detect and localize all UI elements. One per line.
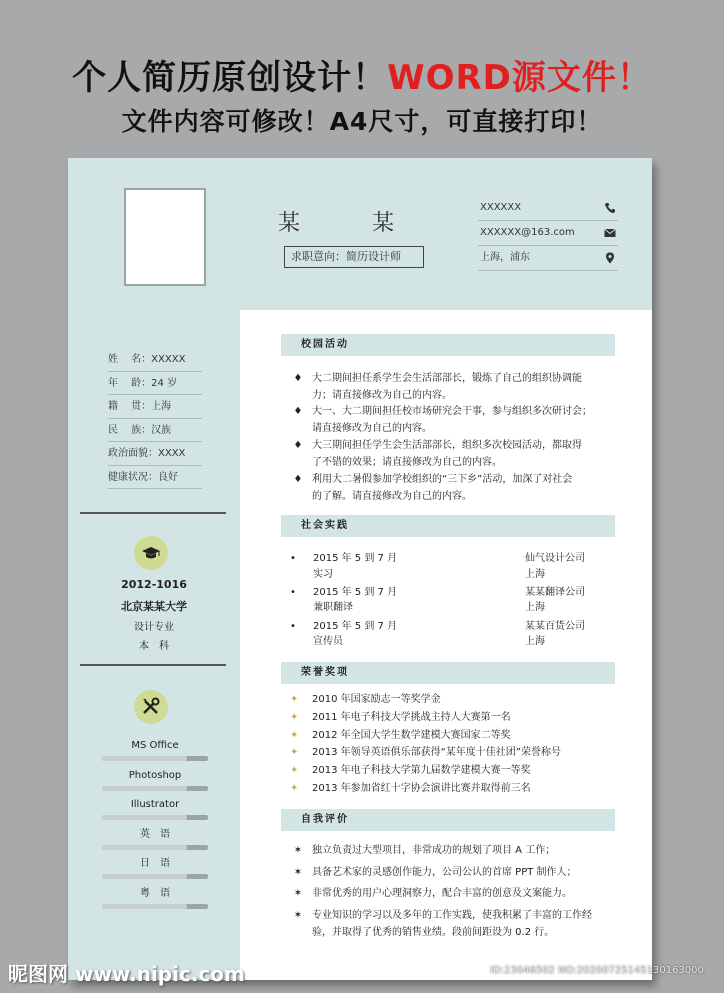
- exp-date: 2015 年 5 到 7 月: [313, 553, 398, 564]
- info-ethnicity: 民 族：汉族: [108, 419, 202, 443]
- skill-bar: [102, 815, 208, 820]
- edu-period: 2012-1016: [121, 578, 187, 591]
- item-line: 具备艺术家的灵感创作能力，公司公认的首席 PPT 制作人；: [312, 867, 577, 878]
- skill-label: 英 语: [140, 828, 170, 840]
- skill-fill: [102, 756, 187, 761]
- item-line: 大三期间担任学生会生活部部长，组织多次校园活动，都取得: [312, 440, 582, 451]
- item-line: 利用大二暑假参加学校组织的“三下乡”活动，加深了对社会: [312, 474, 573, 485]
- skill-bar: [102, 756, 208, 761]
- skill-fill: [102, 904, 187, 909]
- item-line: 大二期间担任系学生会生活部部长，锻炼了自己的组织协调能: [312, 373, 582, 384]
- honor-item: [290, 780, 610, 798]
- phone-icon: [604, 202, 616, 214]
- section-title-campus: 校园活动: [281, 334, 615, 356]
- person-name: [278, 206, 406, 237]
- item-line: 大一、大二期间担任校市场研究会干事，参与组织多次研讨会；: [312, 406, 592, 417]
- photo-placeholder: [124, 188, 206, 286]
- drop-bullet-icon: ♦: [293, 373, 303, 384]
- drop-bullet-icon: ♦: [293, 406, 303, 417]
- edu-degree: 本 科: [139, 641, 169, 652]
- exp-company: 某某翻译公司: [525, 587, 585, 598]
- email-text: XXXXXX@163.com: [480, 227, 575, 238]
- skill-item: [102, 886, 208, 916]
- headline-red: WORD源文件！: [387, 58, 652, 98]
- bullet: •: [290, 621, 296, 632]
- item-line: 独立负责过大型项目，非常成功的规划了项目 A 工作；: [312, 845, 556, 856]
- skill-item: [102, 827, 208, 857]
- honor-text: 2011 年电子科技大学挑战主持人大赛第一名: [312, 712, 511, 723]
- contact-list: [478, 196, 618, 271]
- exp-date: 2015 年 5 到 7 月: [313, 587, 398, 598]
- info-hometown: 籍 贯：上海: [108, 395, 202, 419]
- skill-item: [102, 768, 208, 798]
- exp-city: 上海: [525, 602, 545, 613]
- honor-text: 2012 年全国大学生数学建模大赛国家二等奖: [312, 730, 511, 741]
- resume-page: [68, 158, 652, 980]
- list-item: [290, 907, 610, 941]
- divider: [80, 512, 226, 514]
- skill-label: Illustrator: [130, 799, 180, 810]
- education-badge: [134, 536, 168, 570]
- exp-city: 上海: [525, 636, 545, 647]
- mail-icon: [604, 227, 616, 239]
- skill-bar: [102, 874, 208, 879]
- honor-item: [290, 744, 610, 762]
- location-icon: [604, 252, 616, 264]
- skills-badge: [134, 690, 168, 724]
- header-band: [68, 158, 652, 310]
- skill-bar: [102, 845, 208, 850]
- skill-fill: [102, 815, 187, 820]
- edu-school: 北京某某大学: [121, 600, 187, 613]
- drop-bullet-icon: ♦: [293, 474, 303, 485]
- star-icon: ✦: [290, 712, 299, 723]
- divider: [80, 664, 226, 666]
- skill-label: Photoshop: [128, 769, 182, 781]
- item-line: 非常优秀的用户心理洞察力，配合丰富的创意及文案能力。: [312, 888, 572, 899]
- contact-location: [478, 246, 618, 271]
- star-icon: ✦: [290, 694, 299, 705]
- exp-company: 某某百货公司: [525, 621, 585, 632]
- star-icon: ✦: [290, 747, 299, 758]
- skills-list: [102, 738, 208, 915]
- exp-role: 兼职翻译: [313, 602, 353, 613]
- honor-item: [290, 691, 610, 709]
- item-line: 验，并取得了优秀的销售业绩。段前间距设为 0.2 行。: [312, 927, 555, 938]
- contact-email: [478, 221, 618, 246]
- star-icon: ✦: [290, 783, 299, 794]
- honor-text: 2013 年领导英语俱乐部获得“某年度十佳社团”荣誉称号: [312, 747, 561, 758]
- exp-role: 宣传员: [313, 636, 343, 647]
- phone-text: XXXXXX: [480, 202, 522, 213]
- honor-text: 2013 年电子科技大学第九届数学建模大赛一等奖: [312, 765, 531, 776]
- list-item: [290, 403, 610, 437]
- honor-item: [290, 762, 610, 780]
- edu-major: 设计专业: [134, 622, 174, 633]
- star-icon: ✦: [290, 765, 299, 776]
- honor-text: 2013 年参加省红十字协会演讲比赛并取得前三名: [312, 783, 531, 794]
- star-bullet-icon: ✶: [293, 910, 303, 921]
- watermark-id: ID:23046502 NO:20200725145130163000: [490, 965, 704, 976]
- list-item: [290, 864, 610, 881]
- list-item: [290, 437, 610, 471]
- info-age: 年 龄：24 岁: [108, 372, 202, 396]
- item-line: 请直接修改为自己的内容。: [312, 423, 432, 434]
- sidebar: [68, 310, 240, 980]
- list-item: [290, 842, 610, 859]
- star-bullet-icon: ✶: [293, 845, 303, 856]
- section-title-practice: 社会实践: [281, 515, 615, 537]
- skill-label: 日 语: [140, 858, 170, 869]
- skill-fill: [102, 845, 187, 850]
- tools-icon: [141, 697, 161, 717]
- section-title-honors: 荣誉奖项: [281, 662, 615, 684]
- list-item: [290, 885, 610, 902]
- name-char-1: 某: [278, 211, 301, 236]
- section-title-self: 自我评价: [281, 809, 615, 831]
- watermark-logo: 昵图网 www.nipic.com: [8, 962, 245, 986]
- info-name: 姓 名：XXXXX: [108, 348, 202, 372]
- item-line: 专业知识的学习以及多年的工作实践，使我积累了丰富的工作经: [312, 910, 592, 921]
- skill-fill: [102, 874, 187, 879]
- item-line: 的了解。请直接修改为自己的内容。: [312, 491, 472, 502]
- headline-black: 个人简历原创设计！: [72, 58, 388, 98]
- star-bullet-icon: ✶: [293, 888, 303, 899]
- info-health: 健康状况：良好: [108, 466, 202, 490]
- drop-bullet-icon: ♦: [293, 440, 303, 451]
- graduation-cap-icon: [141, 543, 161, 563]
- basic-info: [108, 348, 202, 489]
- location-text: 上海，浦东: [480, 252, 530, 263]
- honor-item: [290, 709, 610, 727]
- list-item: [290, 370, 610, 404]
- skill-item: [102, 738, 208, 768]
- list-item: [290, 471, 610, 505]
- bullet: •: [290, 587, 296, 598]
- skill-fill: [102, 786, 187, 791]
- exp-date: 2015 年 5 到 7 月: [313, 621, 398, 632]
- contact-phone: [478, 196, 618, 221]
- honor-item: [290, 727, 610, 745]
- item-line: 力；请直接修改为自己的内容。: [312, 390, 452, 401]
- honor-text: 2010 年国家励志一等奖学金: [312, 694, 441, 705]
- star-icon: ✦: [290, 730, 299, 741]
- exp-city: 上海: [525, 569, 545, 580]
- skill-bar: [102, 904, 208, 909]
- job-intent: 求职意向：简历设计师: [284, 246, 424, 268]
- skill-bar: [102, 786, 208, 791]
- headline-line2: 文件内容可修改！A4尺寸，可直接打印！: [121, 107, 603, 136]
- exp-role: 实习: [313, 569, 333, 580]
- info-political: 政治面貌：XXXX: [108, 442, 202, 466]
- exp-company: 仙气设计公司: [525, 553, 585, 564]
- skill-item: [102, 797, 208, 827]
- skill-item: [102, 856, 208, 886]
- star-bullet-icon: ✶: [293, 867, 303, 878]
- skill-label: MS Office: [131, 740, 179, 751]
- item-line: 了不错的效果；请直接修改为自己的内容。: [312, 457, 502, 468]
- skill-label: 粤 语: [140, 887, 170, 899]
- name-char-2: 某: [372, 211, 395, 236]
- headline-line1: [0, 50, 724, 99]
- bullet: •: [290, 553, 296, 564]
